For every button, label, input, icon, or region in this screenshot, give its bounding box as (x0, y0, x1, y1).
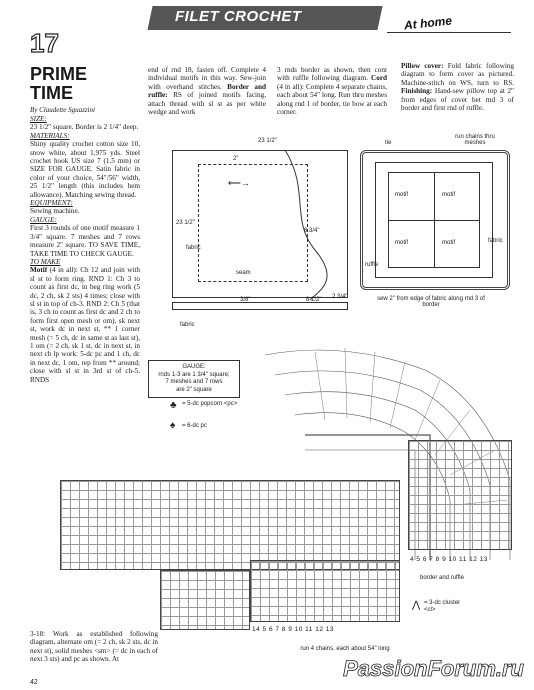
fold-curve (280, 150, 340, 300)
header-title: FILET CROCHET (175, 8, 302, 25)
fabric-height-label: 23 1/2" (176, 220, 195, 226)
instructions-column-4 (401, 62, 514, 112)
instructions-column-2 (148, 66, 266, 116)
arrow-icon: ⟵→ (228, 178, 250, 188)
gauge-heading: GAUGE: (30, 215, 57, 224)
motif-label-3: motif (395, 240, 409, 246)
cluster-legend: = 3-dc cluster <cl> (424, 600, 461, 613)
fabric-bottom-right: 2 3/4" (332, 294, 348, 300)
motif-label-1: motif (395, 192, 409, 198)
gauge-box (148, 360, 240, 398)
instructions-column-1 (30, 115, 140, 384)
ruffle-grid (408, 440, 512, 550)
fabric-strip (172, 302, 348, 310)
popcorn-legend: = 5-dc popcorn <pc> (182, 401, 238, 407)
pattern-number: 17 (30, 28, 59, 58)
pillow-text: Fold fabric following diagram to form cover as pictured. Machine-stitch on WS, turn to RS. (401, 62, 514, 87)
cord-text: (4 in all): Complete 4 separate chains, each about 54" long. Run thru meshes along rnd 1 of border, tie bow at each corner. (277, 82, 387, 117)
motif-label: Motif (30, 266, 48, 275)
gauge-line-2: rnds 1-3 are 1 3/4" square; (158, 371, 230, 378)
fabric-inset-label: 2" (233, 156, 239, 162)
grid-divider-h (388, 220, 480, 221)
border-label: Border and ruffle: (148, 82, 266, 100)
pillow-fabric-label: fabric (488, 238, 503, 244)
size-text: 23 1/2" square. Border is 2 1/4" deep. (30, 123, 139, 132)
watermark: PassionForum.ru (343, 656, 524, 681)
right-row-numbers: 4 5 6 7 8 9 10 11 12 13 (410, 556, 488, 563)
bottom-row-numbers: 14 5 6 7 8 9 10 11 12 13 (252, 626, 334, 633)
chains-note: run 4 chains, each about 54" long (300, 646, 390, 652)
gauge-line-1: GAUGE: (182, 364, 206, 370)
fabric-width-label: 23 1/2" (258, 138, 277, 144)
filet-grid-right (250, 560, 400, 622)
size-heading: SIZE: (30, 115, 47, 123)
motif-label-4: motif (442, 240, 456, 246)
fabric-seam-label: seam (236, 270, 251, 276)
filet-grid-lower (160, 570, 250, 630)
materials-text: Shiny quality crochet cotton size 10, snow white, about 1,975 yds. Steel crochet hook US size 7 (1.5 mm) or SIZE FOR GAUGE. Satin fabric in color of your choice, 54"/56" width, 25 1/2" length (this includes hem allowance). Matching sewing thread. (30, 140, 140, 199)
bottom-text: 3-18: Work as established following diagram, alternate om (= 2 ch, sk 2 sts, dc in next st), solid meshes <sm> (= dc in each of next 3 sts) and pc as shown. At (30, 630, 158, 664)
pillow-caption: sew 2" from edge of fabric along rnd 3 of border (377, 296, 485, 308)
fabric-bottom-left: 3/8" (240, 297, 251, 303)
border-text: RS of joined motifs facing, attach thread with sl st as per white wedge and work (148, 91, 266, 117)
finishing-label: Finishing: (401, 87, 433, 96)
gauge-line-4: are 2" square (176, 386, 212, 393)
section-label: At home (403, 13, 453, 33)
header-rule (387, 32, 511, 33)
byline: By Claudette Sguazzini (30, 106, 95, 114)
cord-label: Cord (371, 74, 388, 83)
popcorn-icon: ♣ (170, 400, 177, 411)
gauge-text: First 3 rounds of one motif measure 1 3/4" square. 7 meshes and 7 rows measure 2" square. TO SAVE TIME, TAKE TIME TO CHECK GAUGE. (30, 224, 140, 258)
motif-label-2: motif (442, 192, 456, 198)
col3-text: 3 rnds border as shown, then cont with ruffle following diagram. (277, 66, 387, 83)
ruffle-label: ruffle (365, 262, 379, 268)
equipment-text: Sewing machine. (30, 207, 80, 216)
fabric-side-label: fabric (186, 245, 201, 251)
finishing-text: Hand-sew pillow top at 2" from edges of cover bet rnd 3 of border and first rnd of ruffle. (401, 87, 514, 113)
fabric-bottom-label: fabric (180, 322, 195, 328)
make-heading: TO MAKE (30, 257, 61, 266)
instructions-continued (30, 630, 158, 664)
fabric-bottom-mid: 8 1/2" (306, 297, 322, 303)
gauge-line-3: 7 meshes and 7 rows (165, 379, 223, 385)
motif-text: (4 in all): Ch 12 and join with sl st to form ring. RND 1: Ch 3 to count as first dc, in beg ring work (5 dc, 2 ch, sk 2 sts) 4 times; close with sl st in top of ch-3. RND 2: Ch 5 (that is, 3 ch to count as first dc and 2 ch to form first open mesh or om), sk next st, work dc in next st, ** 1 corner mesh (= 5 ch, dc in same st as last st), 1 om (= 2 ch, sk 1 st, dc in next st, in next ch lp work: 5-dc pc and 1 ch, dc in next dc, 1 om, rep from ** around; close with sl st in 3rd st of ch-5. RNDS (30, 266, 140, 384)
pc6-icon: ♠ (170, 420, 176, 431)
instructions-column-3 (277, 66, 387, 116)
article-title: PRIME TIME (30, 64, 88, 103)
page-number: 42 (30, 679, 38, 686)
pillow-label: Pillow cover: (401, 62, 444, 70)
run-chains-label: run chains thru meshes (455, 134, 495, 146)
filet-grid-main (60, 480, 400, 570)
materials-heading: MATERIALS: (30, 131, 70, 140)
pc6-legend: = 6-dc pc (182, 423, 207, 429)
fabric-fold-label: 8 3/4" (304, 228, 320, 234)
equipment-heading: EQUIPMENT: (30, 199, 73, 208)
cluster-icon: ⋀ (412, 600, 421, 611)
col2-text: end of rnd 18, fasten off. Complete 4 individual motifs in this way. Sew-join with overhand stitches. (148, 66, 266, 91)
tie-label: tie (385, 140, 392, 146)
border-ruffle-label: border and ruffle (420, 575, 464, 581)
